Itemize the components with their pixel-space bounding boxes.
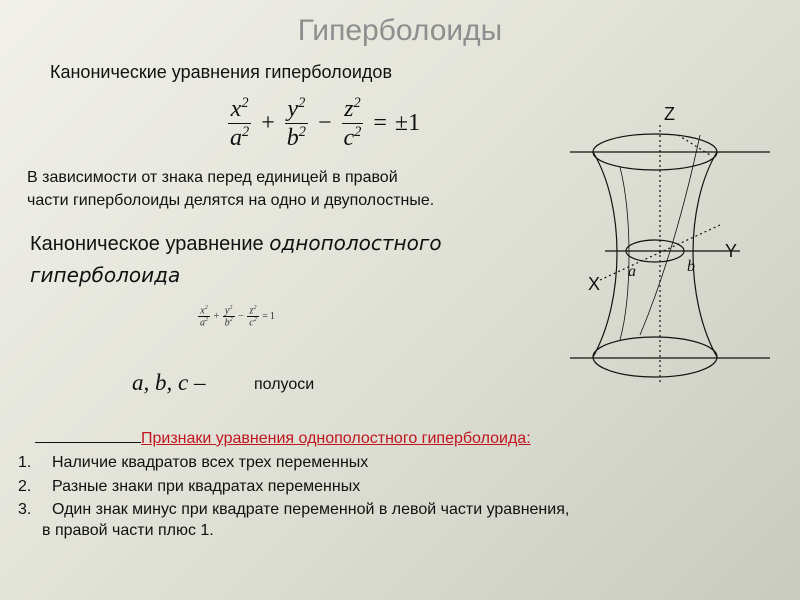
subtitle: Канонические уравнения гиперболоидов [50,62,393,82]
left-hyperbola [593,152,617,357]
label-a: a [628,263,636,280]
signs-continuation: в правой части плюс 1. [42,522,214,539]
general-equation: $\frac{x^2}{a^2}$ + $\frac{y^2}{b^2}$ − $\frac{z^2}{c^2}$ = ±1 [230,95,421,151]
label-b: b [687,258,695,275]
hyperboloid-figure [560,95,775,385]
axis-y-label: Y [725,241,738,261]
canonical-heading: Каноническое уравнение однополостного гиперболоида [30,231,442,287]
one-sheet-equation: $\frac{x^2}{a^2}$ + $\frac{y^2}{b^2}$ − $\frac{z^2}{c^2}$ = 1 [200,305,275,329]
axis-z-label: Z [664,104,675,124]
list-item: 1. Наличие квадратов всех трех переменных [18,454,369,471]
signs-list [18,451,569,522]
list-item: 2. Разные знаки при квадратах переменных [18,477,361,495]
inner-curve-right [640,135,700,335]
paragraph: В зависимости от знака перед единицей в правой части гиперболоиды делятся на одно и двуполостные. [27,169,435,209]
signs-title: Признаки уравнения однополостного гиперболоида: [35,428,531,448]
slide-title: Гиперболоиды [297,14,503,47]
list-item: 3. Один знак минус при квадрате переменной в левой части уравнения, [18,501,570,518]
axis-x-label: X [588,274,601,294]
inner-curve-left [620,167,629,340]
right-hyperbola [693,152,717,357]
semi-axes-label: полуоси [254,376,315,393]
semi-axes-symbols: a, b, c – [132,370,206,395]
bottom-ellipse [593,337,717,377]
